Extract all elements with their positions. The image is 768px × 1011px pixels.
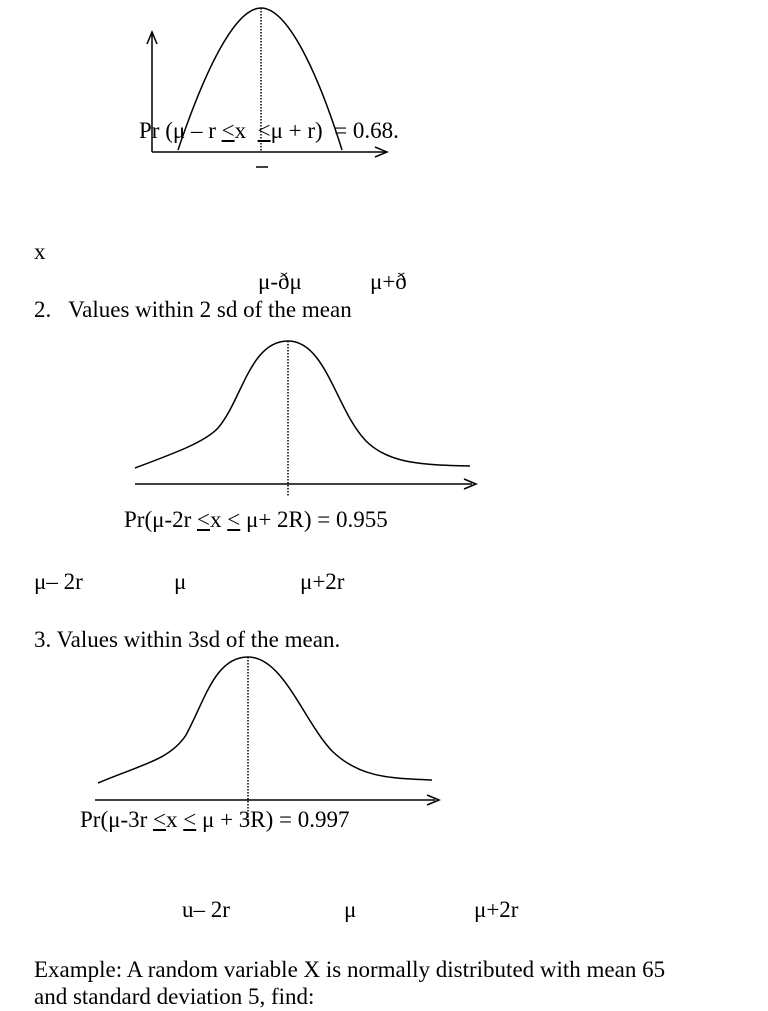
- section-3-label-center: μ: [344, 897, 357, 922]
- bell-curve-figure-2: [0, 320, 768, 520]
- bell-curve: [98, 657, 432, 783]
- probability-formula-2: Pr(μ-2r <x < μ+ 2R) = 0.955: [124, 507, 388, 532]
- variable-label-x: x: [34, 239, 46, 264]
- bell-curve-figure-1: [0, 0, 768, 200]
- probability-formula-1: Pr (μ – r <x <μ + r) = 0.68.: [139, 118, 399, 143]
- bell-curve: [135, 341, 470, 468]
- probability-formula-3: Pr(μ-3r <x < μ + 3R) = 0.997: [80, 807, 350, 832]
- section-3-heading: 3. Values within 3sd of the mean.: [34, 627, 341, 652]
- section-3-label-right: μ+2r: [474, 897, 519, 922]
- section-2-label-center: μ: [174, 569, 187, 594]
- example-line-2: and standard deviation 5, find:: [34, 984, 315, 1009]
- axis-label-right: μ+ð: [370, 269, 407, 294]
- axis-label-left: μ-ðμ: [258, 269, 302, 294]
- section-2-label-left: μ– 2r: [34, 569, 83, 594]
- example-line-1: Example: A random variable X is normally distributed with mean 65: [34, 957, 666, 982]
- section-3-label-left: u– 2r: [182, 897, 230, 922]
- section-2-label-right: μ+2r: [300, 569, 345, 594]
- section-2-heading: 2. Values within 2 sd of the mean: [34, 297, 352, 322]
